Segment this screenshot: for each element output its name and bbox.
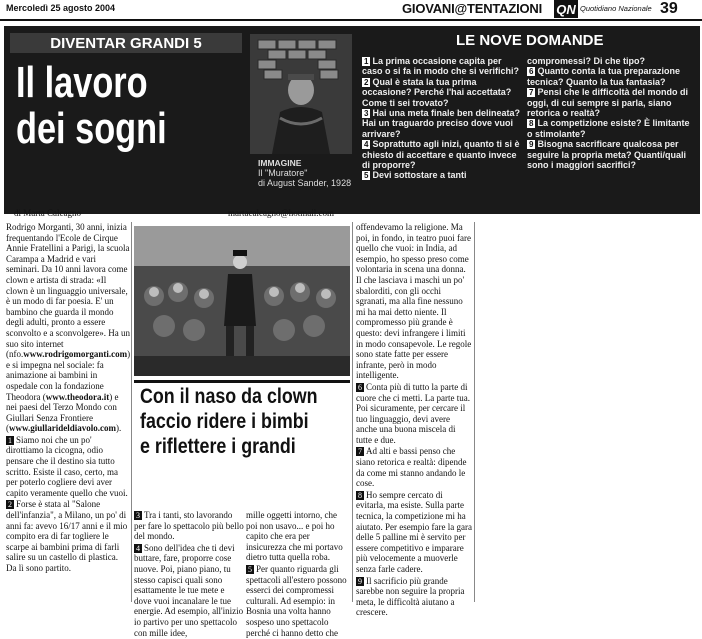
bricklayer-photo xyxy=(250,34,352,154)
answer-paragraph xyxy=(134,510,244,542)
intro-paragraph xyxy=(6,222,130,434)
question-continuation xyxy=(527,56,697,66)
series-kicker: DIVENTAR GRANDI 5 xyxy=(10,33,242,53)
image-caption-title: Il "Muratore" xyxy=(258,168,308,178)
intro-text: ) e si impegna nel sociale: fa animazione ai bambini in ospedale con la fondazione Theodora ( xyxy=(6,349,131,402)
question-number: 7 xyxy=(529,88,534,98)
main-headline-line1: Il lavoro xyxy=(16,58,148,107)
questions-column-left xyxy=(362,56,522,181)
question-text: Pensi che le difficoltà del mondo di oggi, di cui sempre si parla, siano retorica o realtà? xyxy=(527,87,688,119)
main-headline xyxy=(16,60,194,152)
question-text: Quanto conta la tua preparazione tecnica? Quanto la tua fantasia? xyxy=(527,66,680,87)
website-link[interactable]: www.rodrigomorganti.com xyxy=(23,349,128,360)
answer-paragraph xyxy=(6,435,130,499)
questions-column-right xyxy=(527,56,697,170)
answer-text: Per quanto riguarda gli spettacoli all'estero possono esserci dei compromessi culturali. Ad esempio: in Bosnia una volta hanno sospeso uno spettacolo perché ci hanno detto che xyxy=(246,563,347,638)
answer-number: 6 xyxy=(358,382,362,392)
bricklayer-photo-art xyxy=(250,34,352,154)
question-item xyxy=(362,108,522,139)
answer-number: 7 xyxy=(358,447,362,457)
column-divider xyxy=(352,222,353,602)
answer-number: 3 xyxy=(136,511,140,520)
answer-paragraph xyxy=(134,543,244,638)
newspaper-name: Quotidiano Nazionale xyxy=(580,4,652,13)
author-byline: di Marta Calcagno xyxy=(14,208,81,218)
question-number: 1 xyxy=(364,57,369,66)
question-text: La competizione esiste? È limitante o stimolante? xyxy=(527,118,690,139)
article-column-1 xyxy=(6,222,130,575)
clown-stage-photo-art xyxy=(134,226,350,376)
question-text: Bisogna sacrificare qualcosa per seguire la propria meta? Quanti/quali sono i maggiori sacrifici? xyxy=(527,139,687,171)
question-item xyxy=(362,139,522,170)
answer-paragraph xyxy=(356,222,472,381)
question-item xyxy=(527,118,697,139)
subheadline-line1: Con il naso da clown xyxy=(140,385,318,408)
column-divider xyxy=(131,222,132,602)
answer-paragraph xyxy=(356,446,472,488)
answer-text: Il sacrificio più grande sarebbe non seguire la propria meta, le difficoltà aiutano a crescere. xyxy=(356,575,465,618)
website-link[interactable]: www.giullarideldiavolo.com xyxy=(9,423,117,434)
section-title: GIOVANI@TENTAZIONI xyxy=(402,1,543,16)
answer-paragraph xyxy=(246,564,350,638)
question-number: 2 xyxy=(364,77,369,87)
page-number: 39 xyxy=(660,0,678,17)
main-headline-line2: dei sogni xyxy=(16,104,167,153)
question-item xyxy=(362,56,522,77)
question-text: Soprattutto agli inizi, quanto ti si è chiesto di accettare e quanto invece di proporre? xyxy=(362,139,520,171)
answer-paragraph xyxy=(356,490,472,575)
question-number: 9 xyxy=(529,140,534,150)
issue-date: Mercoledì 25 agosto 2004 xyxy=(6,3,116,13)
clown-stage-photo xyxy=(134,226,350,376)
answer-number: 1 xyxy=(8,435,12,445)
question-number: 8 xyxy=(529,119,534,129)
image-caption-author: di August Sander, 1928 xyxy=(258,178,352,188)
header-rule xyxy=(0,19,702,21)
question-number: 3 xyxy=(364,109,369,119)
article-column-2a xyxy=(134,510,244,639)
answer-paragraph xyxy=(6,499,130,573)
question-item xyxy=(527,87,697,118)
answer-text: Conta più di tutto la parte di cuore che ci metti. La parte tua. Poi sicuramente, per cercare il tuo linguaggio, devi avere anche una buona miscela di tutte e due. xyxy=(356,381,470,445)
question-text: compromessi? Di che tipo? xyxy=(527,56,646,66)
intro-text: Rodrigo Morganti, 30 anni, inizia frequentando l'Ecole de Cirque Annie Fratellini a Parigi, la scuola Carampa a Madrid e vari seminari. Da 10 anni lavora come clown e artista di strada: «Il clown è un linguaggio universale, è un modo di far poesia. E' un bambino che guarda il mondo degli adulti, pronto a essere sconvolto e a sconvolgere». Ha un suo sito internet (nfo. xyxy=(6,222,130,360)
answer-text: mille oggetti intorno, che poi non usavo... e poi ho capito che era per insicurezza che mi portavo dietro tutta quella roba. xyxy=(246,510,343,563)
answer-number: 4 xyxy=(136,543,140,553)
image-caption-label: IMMAGINE xyxy=(258,158,302,168)
question-item xyxy=(527,66,697,87)
answer-paragraph xyxy=(246,510,350,563)
newspaper-logo: QN xyxy=(554,0,578,18)
question-number: 5 xyxy=(364,171,369,181)
answer-paragraph xyxy=(356,576,472,618)
answer-text: Siamo noi che un po' dirottiamo la cicogna, odio pensare che il destino sia tutto scritto. Esiste il caso, certo, ma per poterlo cogliere devi aver capito veramente quello che vuoi. xyxy=(6,434,128,498)
answer-number: 9 xyxy=(358,576,362,586)
answer-number: 8 xyxy=(358,490,362,500)
article-column-3 xyxy=(356,222,472,619)
subheadline xyxy=(140,384,318,459)
question-text: Qual è stata la tua prima occasione? Perché l'hai accettata? Come ti sei trovato? xyxy=(362,76,512,108)
intro-text: ). xyxy=(116,423,122,434)
question-text: Hai una meta finale ben delineata? Hai un traguardo preciso dove vuoi arrivare? xyxy=(362,108,520,139)
answer-text: Tra i tanti, sto lavorando per fare lo spettacolo più bello del mondo. xyxy=(134,510,244,542)
answer-text: Ad alti e bassi penso che siano retorica e realtà: dipende da come mi stanno andando le cose. xyxy=(356,446,467,489)
answer-text: offendevamo la religione. Ma poi, in fondo, in teatro puoi fare quello che vuoi: in India, ad esempio, ho spesso preso come volontaria in scena una donna. Il che lasciava i maschi un po' sbalorditi, con gli occhi sgranati, ma alla fine nessuno mi ha mai detto niente. Il compromesso più grande è questo: devi infrangere i limiti in modo consapevole. Le regole sono state fatte per essere infrante, però in modo intelligente. xyxy=(356,222,472,381)
question-number: 6 xyxy=(529,67,534,77)
answer-text: Ho sempre cercato di evitarla, ma esiste. Sulla parte tecnica, la competizione mi ha aiutato. Per esempio fare la gara delle 5 palline mi è servito per essere competitivo e imparare più velocemente a muoverle senza farle cadere. xyxy=(356,489,472,574)
question-item xyxy=(362,77,522,108)
question-item xyxy=(362,170,522,180)
column-divider xyxy=(474,222,475,602)
answer-text: Sono dell'idea che ti devi buttare, fare, proporre cose nuove. Poi, piano piano, tu stesso capisci quali sono esattamente le tue mete e dove vuoi incanalare le tue energie. Ad esempio, all'inizio io partivo per uno spettacolo con mille idee, xyxy=(134,542,244,638)
answer-paragraph xyxy=(356,382,472,446)
website-link[interactable]: www.theodora.it xyxy=(45,391,110,402)
question-text: La prima occasione capita per caso o si fa in modo che si verifichi? xyxy=(362,56,520,77)
answer-number: 5 xyxy=(248,564,252,574)
question-text: Devi sottostare a tanti xyxy=(372,170,467,181)
article-column-2b xyxy=(246,510,350,639)
answer-number: 2 xyxy=(8,500,12,510)
intro-text: ) e nei paesi del Terzo Mondo con Giullari Senza Frontiere ( xyxy=(6,391,119,434)
question-number: 4 xyxy=(364,140,369,150)
author-email[interactable]: martacalcagno@hotmail.com xyxy=(228,208,334,218)
questions-heading: LE NOVE DOMANDE xyxy=(456,32,604,49)
subheadline-line3: e riflettere i grandi xyxy=(140,435,296,458)
question-item xyxy=(527,139,697,170)
subheadline-line2: faccio ridere i bimbi xyxy=(140,410,309,433)
image-caption xyxy=(258,158,351,188)
answer-text: Forse è stata al "Salone dell'infanzia", a Milano, un po' di anni fa: avevo 16/17 anni e il mio compito era di far togliere le scarpe ai bambini prima di farli salire su un castello di plastica. Da lì sono partito. xyxy=(6,499,128,573)
